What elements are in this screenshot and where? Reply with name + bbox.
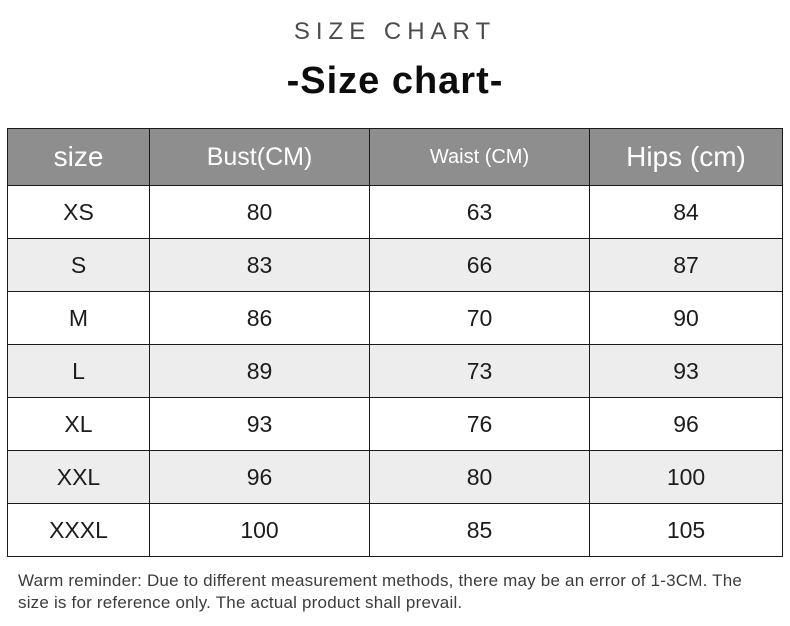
table-row: [8, 239, 783, 292]
column-header-size: size: [8, 129, 150, 186]
size-label-cell: XXXL: [8, 504, 150, 557]
measurement-cell: 105: [590, 504, 783, 557]
measurement-cell: 93: [590, 345, 783, 398]
size-label-cell: L: [8, 345, 150, 398]
size-chart-table: [7, 128, 783, 557]
measurement-cell: 70: [370, 292, 590, 345]
measurement-cell: 90: [590, 292, 783, 345]
measurement-cell: 73: [370, 345, 590, 398]
measurement-cell: 87: [590, 239, 783, 292]
table-row: [8, 451, 783, 504]
column-header-waist: Waist (CM): [370, 129, 590, 186]
measurement-cell: 100: [590, 451, 783, 504]
measurement-cell: 63: [370, 186, 590, 239]
measurement-cell: 66: [370, 239, 590, 292]
measurement-cell: 80: [370, 451, 590, 504]
measurement-cell: 83: [150, 239, 370, 292]
measurement-cell: 85: [370, 504, 590, 557]
size-table-header: [8, 129, 783, 186]
measurement-cell: 96: [590, 398, 783, 451]
measurement-cell: 86: [150, 292, 370, 345]
measurement-cell: 93: [150, 398, 370, 451]
size-label-cell: XXL: [8, 451, 150, 504]
table-row: [8, 292, 783, 345]
measurement-cell: 76: [370, 398, 590, 451]
header-row: [8, 129, 783, 186]
title-block: [0, 0, 790, 103]
size-label-cell: XS: [8, 186, 150, 239]
warm-reminder-text: Warm reminder: Due to different measurement methods, there may be an error of 1-3CM. The size is for reference only. The actual product shall prevail.: [18, 571, 743, 612]
measurement-cell: 80: [150, 186, 370, 239]
column-header-hips: Hips (cm): [590, 129, 783, 186]
page-title: SIZE CHART: [293, 18, 497, 45]
column-header-bust: Bust(CM): [150, 129, 370, 186]
table-row: [8, 345, 783, 398]
table-row: [8, 504, 783, 557]
table-row: [8, 398, 783, 451]
size-label-cell: S: [8, 239, 150, 292]
size-label-cell: XL: [8, 398, 150, 451]
page-subtitle: -Size chart-: [286, 60, 504, 102]
table-row: [8, 186, 783, 239]
measurement-cell: 100: [150, 504, 370, 557]
measurement-cell: 89: [150, 345, 370, 398]
size-label-cell: M: [8, 292, 150, 345]
measurement-cell: 84: [590, 186, 783, 239]
size-table-body: [8, 186, 783, 557]
measurement-cell: 96: [150, 451, 370, 504]
